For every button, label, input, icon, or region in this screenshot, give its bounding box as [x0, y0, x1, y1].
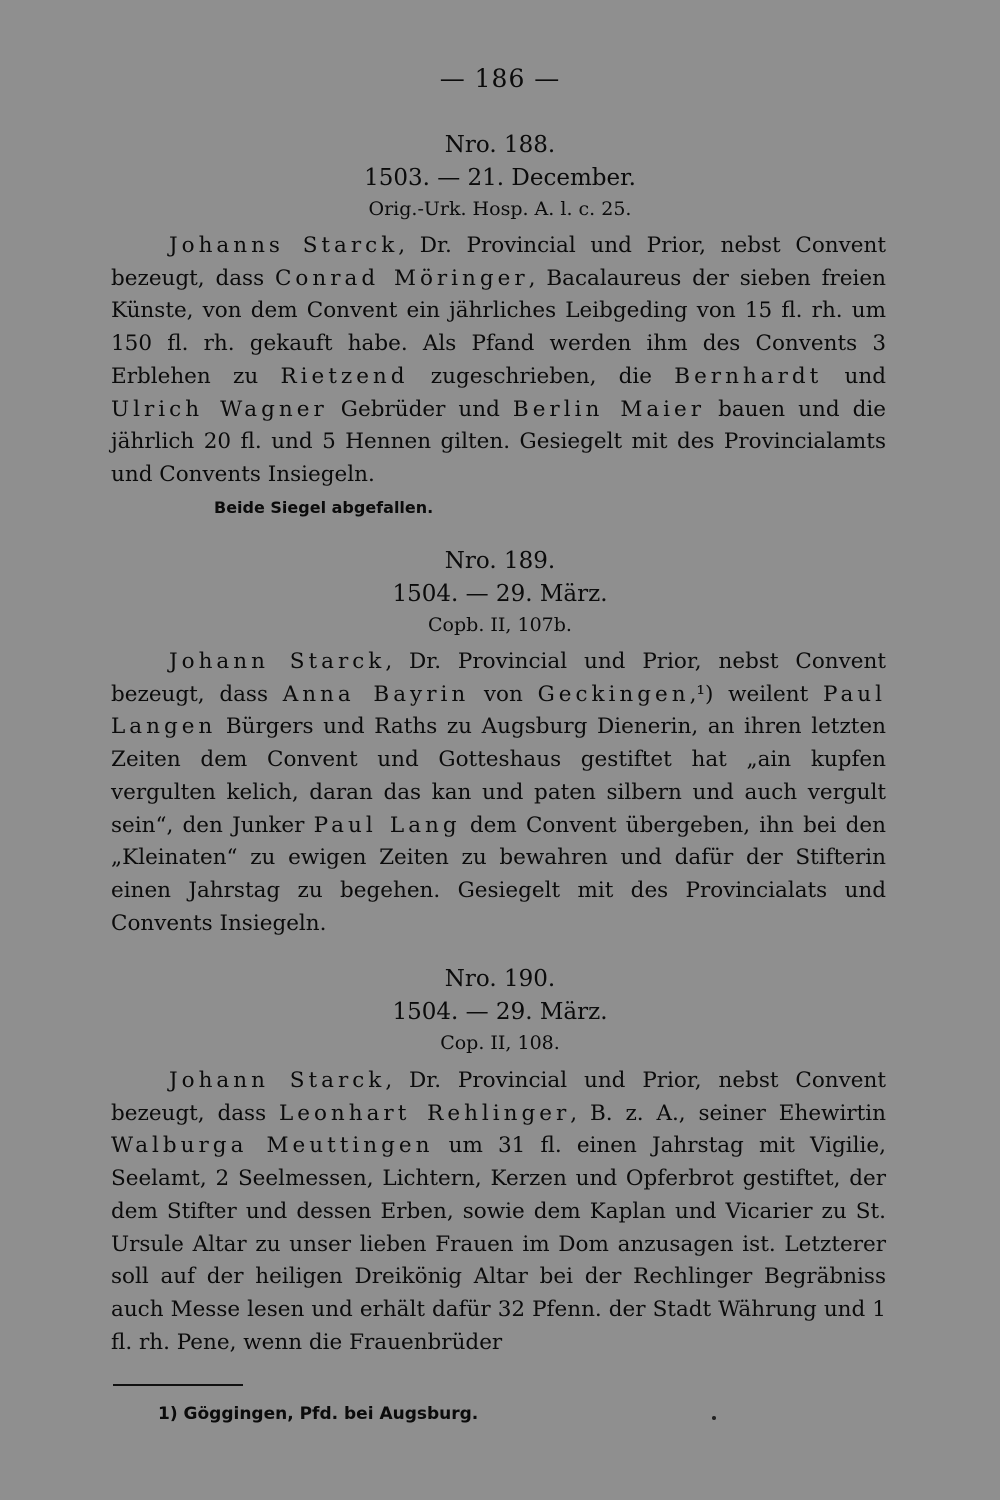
spaced-name: Ulrich Wagner — [111, 396, 328, 422]
text-run: , Dr. Provincial und Prior, nebst Convent bezeugt, dass — [111, 233, 887, 291]
entry-number: Nro. 190. — [444, 966, 556, 992]
text-run: , Dr. Provincial und Prior, nebst Convent bezeugt, dass — [111, 1068, 886, 1126]
spaced-name: Walburga Meuttingen — [111, 1133, 434, 1159]
entry-number: Nro. 189. — [444, 548, 556, 574]
spaced-name: Conrad Möringer — [274, 265, 529, 291]
text-run: , B. z. A., seiner Ehewirtin — [570, 1100, 886, 1126]
footnote: 1) Göggingen, Pfd. bei Augsburg. — [158, 1404, 479, 1424]
entry-source: Orig.-Urk. Hosp. A. l. c. 25. — [368, 198, 632, 220]
text-run: und — [822, 363, 886, 389]
spaced-name: Johanns Starck — [169, 233, 399, 258]
text-run: ,¹) weilent — [689, 681, 823, 707]
entry-188-header — [0, 128, 1000, 224]
text-run: von — [469, 681, 538, 707]
entry-date: 1504. — 29. März. — [392, 581, 608, 607]
entry-190-body — [111, 1065, 886, 1359]
text-run: bauen und die jährlich 20 fl. und 5 Hennen gilten. Gesiegelt mit des Provincialamts und Convents Insiegeln. — [111, 396, 886, 487]
spaced-name: Anna Bayrin — [282, 681, 470, 707]
seal-note: Beide Siegel abgefallen. — [214, 498, 434, 517]
text-run: Gebrüder und — [327, 396, 513, 422]
text-run: dem Convent übergeben, ihn bei den „Kleinaten“ zu ewigen Zeiten zu bewahren und dafür der Stifterin einen Jahrstag zu begehen. Gesiegelt mit des Provincialats und Convents Insiegeln. — [111, 812, 886, 936]
text-run: , Bacalaureus der sieben freien Künste, von dem Convent ein jährliches Leibgeding von 15 fl. rh. um 150 fl. rh. gekauft habe. Als Pfand werden ihm des Convents 3 Erblehen zu — [111, 265, 886, 389]
spaced-name: Berlin Maier — [512, 396, 706, 422]
entry-date: 1503. — 21. December. — [364, 165, 636, 191]
spaced-name: Bernhardt — [674, 363, 823, 389]
entry-189-header — [0, 544, 1000, 640]
spaced-name: Johann Starck — [169, 649, 386, 674]
entry-188-body — [111, 230, 886, 492]
entry-source: Copb. II, 107b. — [428, 614, 572, 636]
spaced-name: Johann Starck — [169, 1068, 386, 1093]
entry-189-body — [111, 646, 886, 940]
spaced-name: Paul Lang — [313, 812, 461, 838]
print-speck — [712, 1416, 716, 1420]
entry-190-header — [0, 962, 1000, 1058]
entry-date: 1504. — 29. März. — [392, 999, 608, 1025]
entry-source: Cop. II, 108. — [440, 1032, 560, 1054]
spaced-name: Leonhart Rehlinger — [278, 1100, 571, 1126]
spaced-name: Rietzend — [280, 363, 409, 389]
page-number: — 186 — — [439, 64, 561, 93]
text-run: , Dr. Provincial und Prior, nebst Convent bezeugt, dass — [111, 649, 886, 707]
footnote-divider — [113, 1384, 243, 1386]
text-run: um 31 fl. einen Jahrstag mit Vigilie, Seelamt, 2 Seelmessen, Lichtern, Kerzen und Opferbrot gestiftet, der dem Stifter und dessen Erben, sowie dem Kaplan und Vicarier zu St. Ursule Altar zu unser lieben Frauen im Dom anzusagen ist. Letzterer soll auf der heiligen Dreikönig Altar bei der Rechlinger Begräbniss auch Messe lesen und erhält dafür 32 Pfenn. der Stadt Währung und 1 fl. rh. Pene, wenn die Frauenbrüder — [111, 1133, 886, 1355]
text-run: Bürgers und Raths zu Augsburg Dienerin, an ihren letzten Zeiten dem Convent und Gotteshaus gestiftet hat „ain kupfen vergulten kelich, daran das kan und paten silbern und auch vergult sein“, den Junker — [111, 714, 886, 838]
spaced-name: Paul Langen — [111, 681, 886, 740]
spaced-name: Geckingen — [537, 681, 690, 707]
text-run: zugeschrieben, die — [408, 363, 675, 389]
entry-number: Nro. 188. — [444, 132, 556, 158]
